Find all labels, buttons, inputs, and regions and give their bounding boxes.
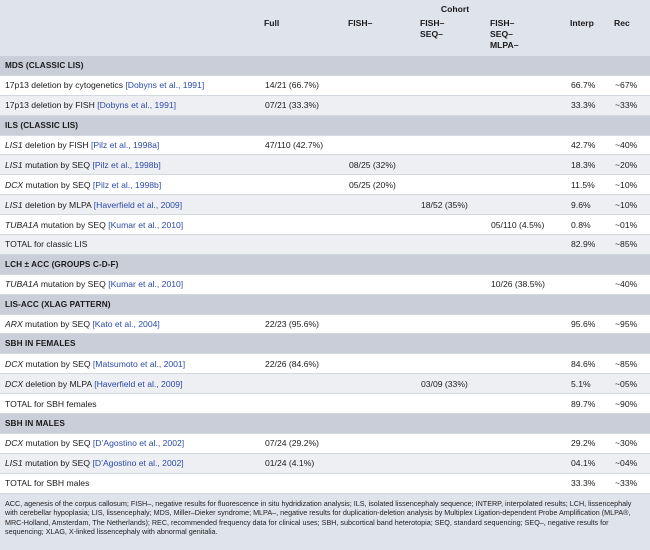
reference-link[interactable]: [D’Agostino et al., 2002] — [92, 458, 184, 469]
cell-fishseqmlpa — [486, 155, 566, 175]
cell-interp: 82.9% — [566, 235, 610, 255]
header-fish-seq-mlpa-line3: MLPA– — [490, 40, 519, 50]
cell-fish — [344, 433, 416, 453]
gene-name: DCX — [5, 358, 24, 369]
header-fish-seq-mlpa — [486, 18, 566, 56]
cell-fishseq — [416, 453, 486, 473]
cell-fishseq — [416, 75, 486, 95]
table-row — [0, 155, 650, 175]
gene-name: LIS1 — [5, 199, 23, 210]
test-description — [0, 274, 260, 294]
table-row — [0, 215, 650, 235]
cell-fishseq — [416, 274, 486, 294]
cell-fishseqmlpa: 10/26 (38.5%) — [486, 274, 566, 294]
table-footnote: ACC, agenesis of the corpus callosum; FISH–, negative results for fluorescence in situ hydridization analysis; ILS, isolated lissencephaly sequence; INTERP, interpolated results; LCH, lissencephaly with cerebellar hypoplasia; LIS, lissencephaly; MDS, Miller–Dieker syndrome; MLPA–, negative results for duplication-deletion analysis by Multiplex Ligation-dependent Probe Amplification (MLPA®, MRC-Holland, Amsterdam, The Netherlands); REC, recommended frequency data for clinical uses; SBH, subcortical band heterotopia; SEQ, standard sequencing; SEQ–, negative results for sequencing; XLAG, X-linked lissencephaly with abnormal genitalia. — [0, 494, 650, 550]
header-fish-seq-mlpa-line2: SEQ– — [490, 29, 513, 39]
cell-fishseqmlpa — [486, 374, 566, 394]
gene-name: DCX — [5, 179, 24, 190]
section-title: MDS (CLASSIC LIS) — [0, 56, 650, 75]
header-blank-full — [260, 0, 344, 18]
cell-fishseq — [416, 314, 486, 334]
section-title: SBH IN FEMALES — [0, 334, 650, 354]
cell-fishseq — [416, 175, 486, 195]
cell-interp — [566, 274, 610, 294]
cell-fishseqmlpa — [486, 354, 566, 374]
cell-interp: 66.7% — [566, 75, 610, 95]
cell-fishseq — [416, 473, 486, 493]
cell-full: 01/24 (4.1%) — [260, 453, 344, 473]
reference-link[interactable]: [Matsumoto et al., 2001] — [92, 358, 186, 369]
test-text: TOTAL for SBH males — [5, 478, 90, 489]
test-description — [0, 215, 260, 235]
test-text: deletion by FISH — [22, 140, 91, 150]
cell-fish — [344, 75, 416, 95]
cell-fishseq — [416, 235, 486, 255]
table-row — [0, 453, 650, 473]
table-row — [0, 433, 650, 453]
table-row — [0, 354, 650, 374]
test-text: TOTAL for classic LIS — [5, 239, 88, 250]
cell-fishseqmlpa: 05/110 (4.5%) — [486, 215, 566, 235]
test-description — [0, 95, 260, 115]
cell-fishseqmlpa — [486, 175, 566, 195]
test-text: mutation by SEQ — [23, 179, 93, 190]
cell-fishseqmlpa — [486, 473, 566, 493]
table-row — [0, 175, 650, 195]
test-text: mutation by SEQ — [23, 358, 93, 369]
test-description — [0, 374, 260, 394]
test-text: mutation by SEQ — [22, 159, 93, 170]
cell-rec: ~33% — [610, 95, 650, 115]
cell-rec: ~90% — [610, 394, 650, 414]
test-description — [0, 354, 260, 374]
cell-full: 47/110 (42.7%) — [260, 135, 344, 155]
cell-fish — [344, 95, 416, 115]
test-description — [0, 195, 260, 215]
reference-link[interactable]: [Pilz et al., 1998a] — [91, 140, 160, 150]
cell-fishseq — [416, 215, 486, 235]
cell-fishseqmlpa — [486, 314, 566, 334]
table-row — [0, 235, 650, 255]
cell-rec: ~05% — [610, 374, 650, 394]
cell-fish — [344, 195, 416, 215]
header-blank — [0, 0, 260, 18]
test-text: mutation by SEQ — [38, 279, 109, 290]
table-row — [0, 95, 650, 115]
test-text: 17p13 deletion by FISH — [5, 100, 98, 111]
gene-name: LIS1 — [5, 159, 23, 170]
test-description — [0, 175, 260, 195]
cell-full — [260, 215, 344, 235]
cell-interp: 5.1% — [566, 374, 610, 394]
cell-interp: 33.3% — [566, 473, 610, 493]
test-text: 17p13 deletion by cytogenetics — [5, 80, 126, 91]
test-description — [0, 235, 260, 255]
header-blank-interp — [566, 0, 610, 18]
cell-rec: ~10% — [610, 195, 650, 215]
section-header — [0, 294, 650, 314]
cell-full — [260, 394, 344, 414]
reference-link[interactable]: [Kumar et al., 2010] — [108, 279, 184, 290]
table-row — [0, 394, 650, 414]
table-body — [0, 56, 650, 493]
gene-name: TUBA1A — [5, 279, 39, 290]
cell-full: 14/21 (66.7%) — [260, 75, 344, 95]
reference-link[interactable]: [Kumar et al., 2010] — [108, 219, 184, 230]
reference-link[interactable]: [Haverfield et al., 2009] — [94, 378, 183, 389]
cell-full — [260, 274, 344, 294]
cell-fishseq — [416, 95, 486, 115]
cell-fishseqmlpa — [486, 75, 566, 95]
section-header — [0, 115, 650, 135]
cell-interp: 11.5% — [566, 175, 610, 195]
cell-fishseqmlpa — [486, 235, 566, 255]
table-row — [0, 314, 650, 334]
test-text: TOTAL for SBH females — [5, 398, 97, 409]
cell-full: 22/23 (95.6%) — [260, 314, 344, 334]
header-test — [0, 18, 260, 56]
test-text: mutation by SEQ — [22, 319, 93, 330]
reference-link[interactable]: [Haverfield et al., 2009] — [93, 199, 183, 210]
cell-rec: ~85% — [610, 235, 650, 255]
cell-fishseq: 18/52 (35%) — [416, 195, 486, 215]
cell-interp: 95.6% — [566, 314, 610, 334]
section-title: ILS (CLASSIC LIS) — [0, 115, 650, 135]
cell-full: 22/26 (84.6%) — [260, 354, 344, 374]
cell-rec: ~85% — [610, 354, 650, 374]
cell-interp: 04.1% — [566, 453, 610, 473]
gene-name: TUBA1A — [5, 219, 39, 230]
cell-fishseqmlpa — [486, 195, 566, 215]
header-cohort: Cohort — [344, 0, 566, 18]
cell-fish — [344, 473, 416, 493]
cell-fish: 05/25 (20%) — [344, 175, 416, 195]
cell-fishseq — [416, 155, 486, 175]
cell-full — [260, 473, 344, 493]
cell-fishseq: 03/09 (33%) — [416, 374, 486, 394]
cell-fish — [344, 374, 416, 394]
table-row — [0, 135, 650, 155]
cell-fishseqmlpa — [486, 95, 566, 115]
section-title: SBH IN MALES — [0, 414, 650, 434]
cell-fish — [344, 235, 416, 255]
section-header — [0, 254, 650, 274]
section-header — [0, 56, 650, 75]
cell-interp: 33.3% — [566, 95, 610, 115]
table-row — [0, 374, 650, 394]
table-row — [0, 195, 650, 215]
cell-fishseqmlpa — [486, 433, 566, 453]
cell-fish — [344, 394, 416, 414]
cell-interp: 89.7% — [566, 394, 610, 414]
section-header — [0, 414, 650, 434]
test-description — [0, 314, 260, 334]
cell-rec: ~04% — [610, 453, 650, 473]
test-description — [0, 473, 260, 493]
test-description — [0, 135, 260, 155]
cell-fish — [344, 215, 416, 235]
section-header — [0, 334, 650, 354]
cell-fishseq — [416, 354, 486, 374]
cell-rec: ~67% — [610, 75, 650, 95]
cell-rec: ~95% — [610, 314, 650, 334]
cell-rec: ~33% — [610, 473, 650, 493]
header-full: Full — [260, 18, 344, 56]
cell-full — [260, 195, 344, 215]
header-fish-neg: FISH– — [344, 18, 416, 56]
test-text: mutation by SEQ — [38, 219, 109, 230]
cell-rec: ~10% — [610, 175, 650, 195]
cell-fish: 08/25 (32%) — [344, 155, 416, 175]
cell-interp: 0.8% — [566, 215, 610, 235]
cell-interp: 42.7% — [566, 135, 610, 155]
reference-link[interactable]: [Dobyns et al., 1991] — [97, 100, 177, 111]
reference-link[interactable]: [D’Agostino et al., 2002] — [92, 438, 185, 449]
cell-interp: 18.3% — [566, 155, 610, 175]
reference-link[interactable]: [Kato et al., 2004] — [92, 319, 160, 330]
table-row — [0, 274, 650, 294]
header-fish-seq — [416, 18, 486, 56]
cell-rec: ~20% — [610, 155, 650, 175]
cell-rec: ~30% — [610, 433, 650, 453]
cell-full — [260, 175, 344, 195]
header-fish-seq-line1: FISH– — [420, 18, 445, 28]
cell-full: 07/24 (29.2%) — [260, 433, 344, 453]
test-description — [0, 453, 260, 473]
cell-rec: ~40% — [610, 274, 650, 294]
gene-name: ARX — [5, 319, 23, 330]
cell-fishseq — [416, 394, 486, 414]
section-title: LIS-ACC (XLAG PATTERN) — [0, 294, 650, 314]
reference-link[interactable]: [Pilz et al., 1998b] — [92, 159, 161, 170]
header-fish-seq-mlpa-line1: FISH– — [490, 18, 515, 28]
header-blank-rec — [610, 0, 650, 18]
cell-interp: 84.6% — [566, 354, 610, 374]
cell-fishseq — [416, 433, 486, 453]
table-row — [0, 75, 650, 95]
cell-full — [260, 235, 344, 255]
cell-fish — [344, 354, 416, 374]
table-row — [0, 473, 650, 493]
test-text: deletion by MLPA — [23, 378, 95, 389]
cell-rec: ~01% — [610, 215, 650, 235]
cell-full — [260, 155, 344, 175]
cell-interp: 29.2% — [566, 433, 610, 453]
reference-link[interactable]: [Pilz et al., 1998b] — [92, 179, 162, 190]
cell-fishseq — [416, 135, 486, 155]
cell-fishseqmlpa — [486, 394, 566, 414]
test-description — [0, 394, 260, 414]
reference-link[interactable]: [Dobyns et al., 1991] — [125, 80, 205, 91]
cell-interp: 9.6% — [566, 195, 610, 215]
cell-full — [260, 374, 344, 394]
test-description — [0, 75, 260, 95]
cell-fishseqmlpa — [486, 135, 566, 155]
test-text: deletion by MLPA — [22, 199, 94, 210]
header-interp: Interp — [566, 18, 610, 56]
section-title: LCH ± ACC (GROUPS C-D-F) — [0, 254, 650, 274]
cell-fish — [344, 314, 416, 334]
cell-fish — [344, 274, 416, 294]
cell-fish — [344, 135, 416, 155]
header-fish-seq-line2: SEQ– — [420, 29, 443, 39]
gene-name: LIS1 — [5, 140, 23, 150]
cell-fish — [344, 453, 416, 473]
gene-name: DCX — [5, 378, 24, 389]
header-rec: Rec — [610, 18, 650, 56]
test-description — [0, 433, 260, 453]
gene-name: DCX — [5, 438, 24, 449]
test-description — [0, 155, 260, 175]
cell-full: 07/21 (33.3%) — [260, 95, 344, 115]
gene-name: LIS1 — [5, 458, 23, 469]
cell-fishseqmlpa — [486, 453, 566, 473]
test-text: mutation by SEQ — [23, 438, 93, 449]
table-header — [0, 0, 650, 56]
test-text: mutation by SEQ — [22, 458, 93, 469]
cell-rec: ~40% — [610, 135, 650, 155]
